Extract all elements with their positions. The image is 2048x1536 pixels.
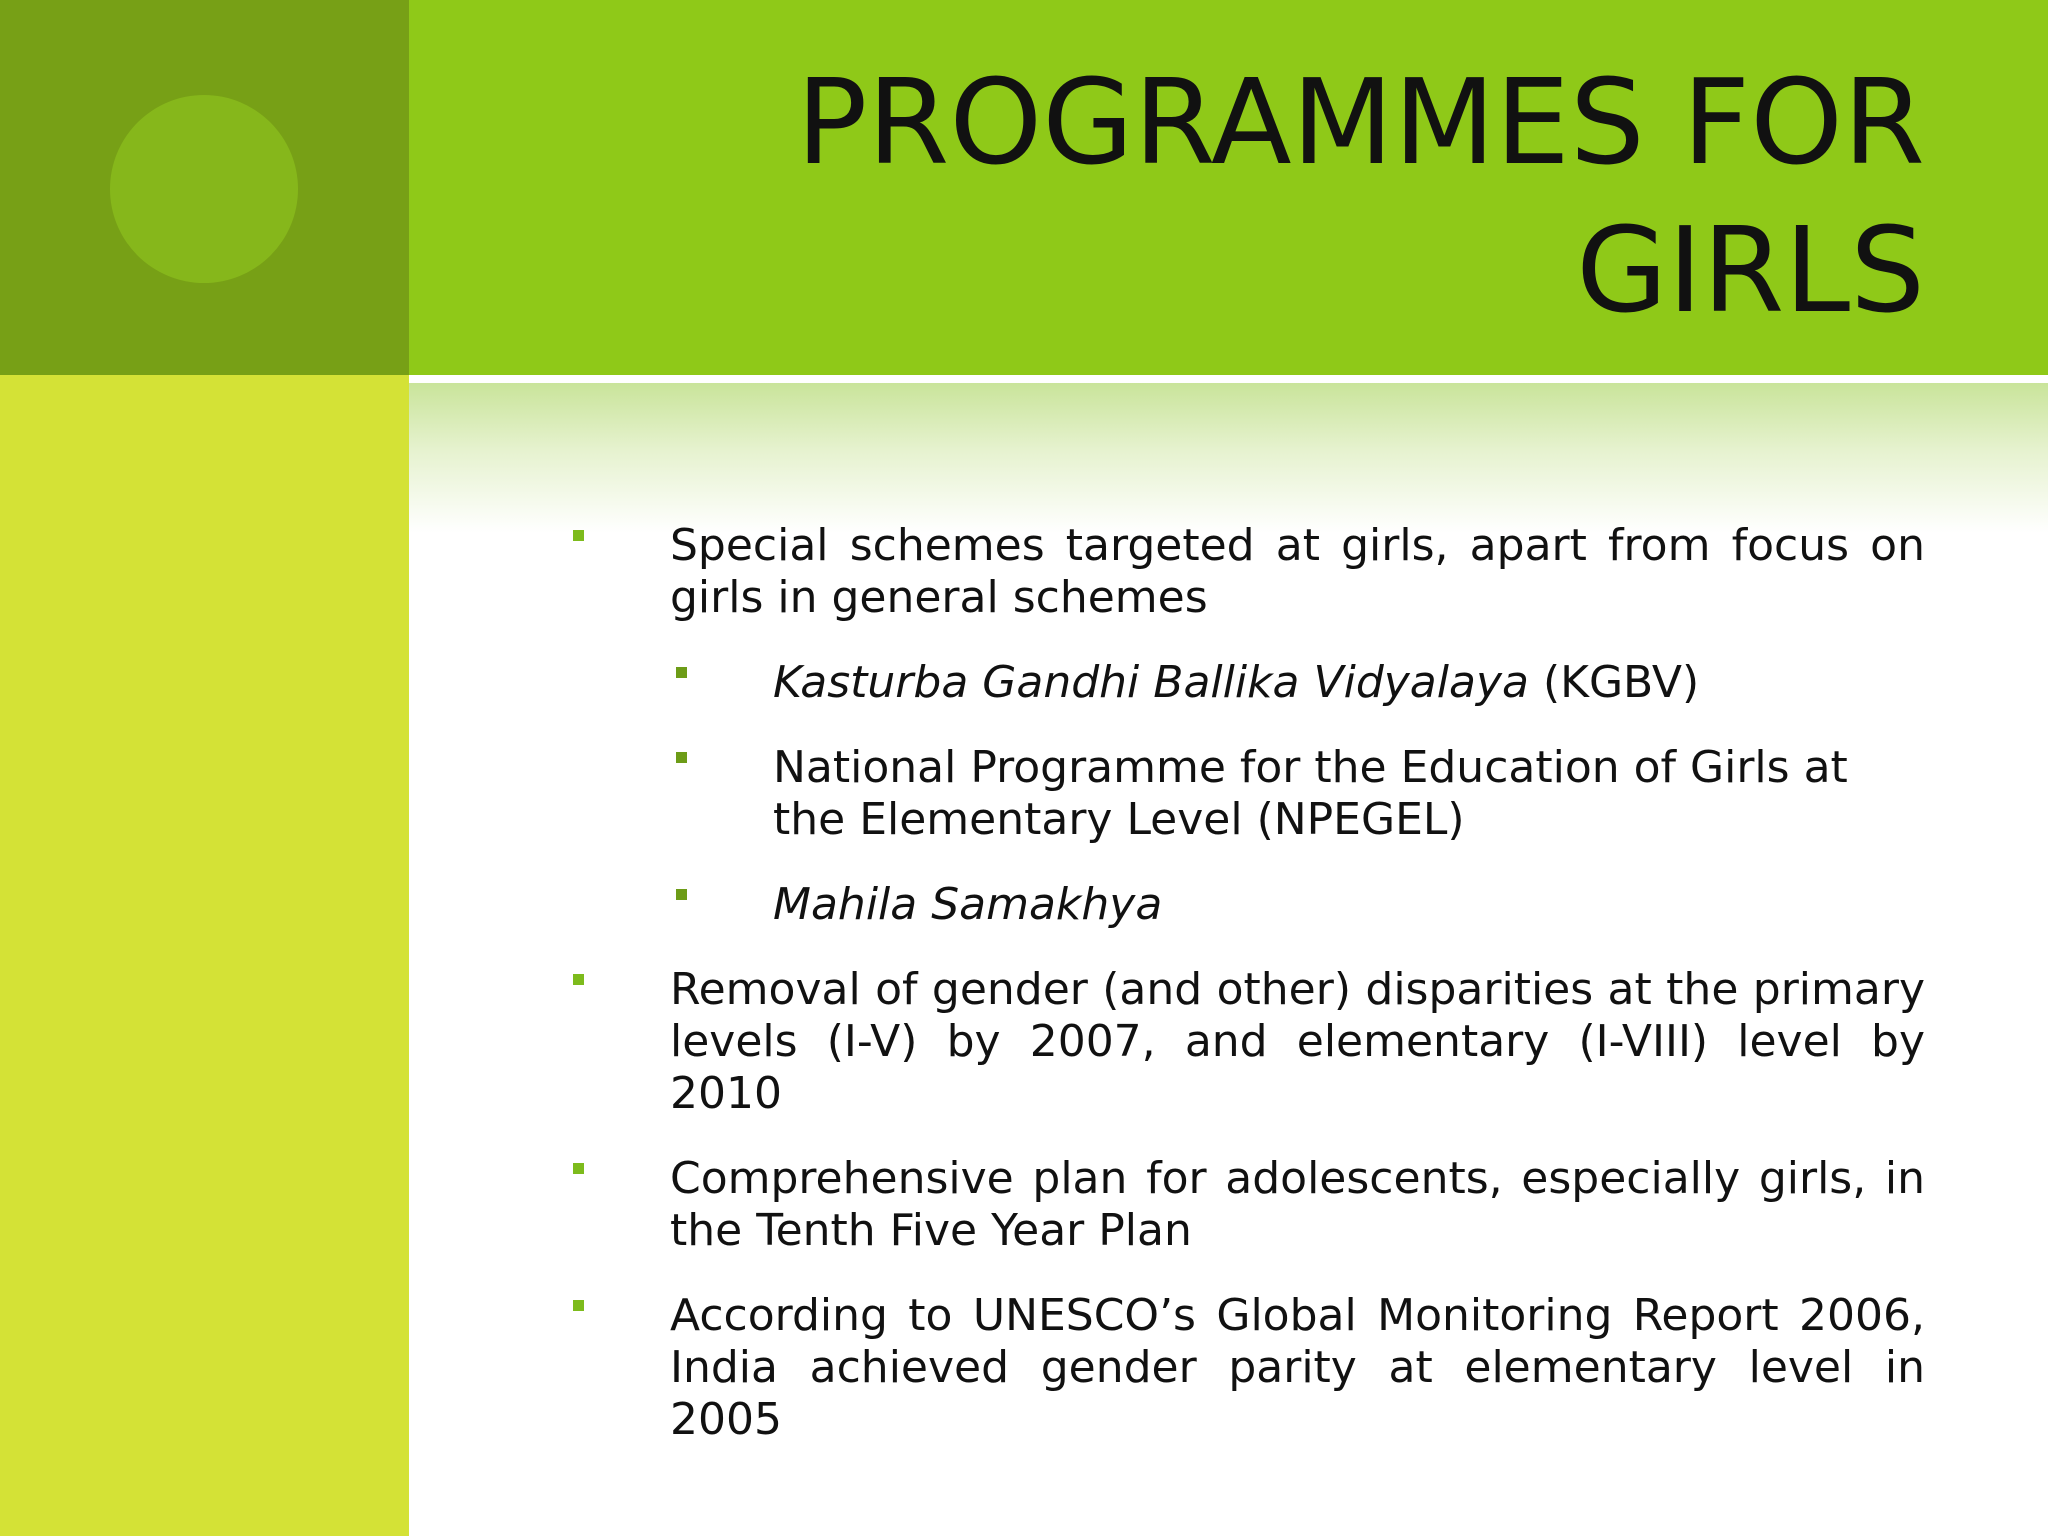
slide-title: PROGRAMMES FOR GIRLS <box>796 53 1925 339</box>
square-bullet-icon <box>573 974 584 985</box>
bullet-text: Removal of gender (and other) disparities at the primary levels (I-V) by 2007, and elementary (I-VIII) level by 2010 <box>670 964 1925 1119</box>
bullet-text: Comprehensive plan for adolescents, especially girls, in the Tenth Five Year Plan <box>670 1153 1925 1256</box>
bullet-text: Special schemes targeted at girls, apart from focus on girls in general schemes <box>670 520 1925 623</box>
bullet-text-italic: Kasturba Gandhi Ballika Vidyalaya <box>773 657 1529 708</box>
divider-line <box>409 375 2048 383</box>
bullet-item <box>560 964 1925 1120</box>
square-bullet-icon <box>676 667 687 678</box>
gradient-fade <box>409 383 2048 533</box>
bullet-text: (KGBV) <box>1528 657 1700 708</box>
left-bottom-block <box>0 375 409 1536</box>
bullet-text: National Programme for the Education of Girls at the Elementary Level (NPEGEL) <box>773 742 1848 845</box>
square-bullet-icon <box>573 530 584 541</box>
decorative-circle <box>110 95 298 283</box>
sub-bullet-item <box>560 879 1925 931</box>
left-top-block <box>0 0 409 375</box>
square-bullet-icon <box>676 889 687 900</box>
bullet-text-italic: Mahila Samakhya <box>773 879 1163 930</box>
bullet-text: According to UNESCO’s Global Monitoring Report 2006, India achieved gender parity at elementary level in 2005 <box>670 1290 1925 1445</box>
sub-bullet-item <box>560 742 1925 846</box>
square-bullet-icon <box>676 752 687 763</box>
sub-bullet-item <box>560 657 1925 709</box>
square-bullet-icon <box>573 1163 584 1174</box>
bullet-item <box>560 1290 1925 1446</box>
bullet-item <box>560 1153 1925 1257</box>
bullet-item <box>560 520 1925 624</box>
bullet-list <box>560 520 1925 1479</box>
square-bullet-icon <box>573 1300 584 1311</box>
